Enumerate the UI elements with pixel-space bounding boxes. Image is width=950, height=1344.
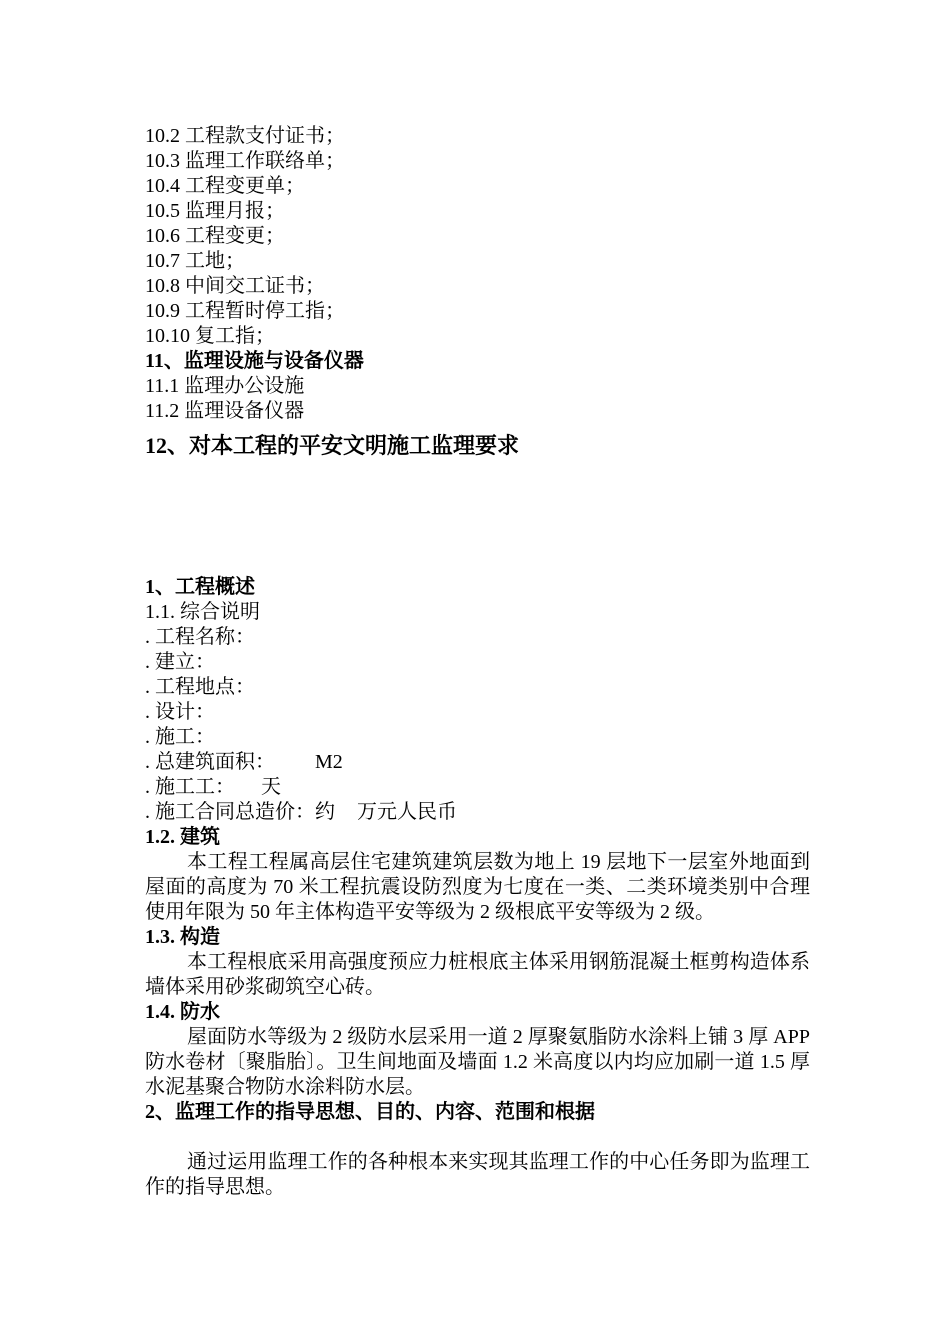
blank-space: [145, 1125, 810, 1150]
document-body: [145, 124, 810, 1200]
blank-space: [145, 460, 810, 575]
subheading-1-3: 1.3. 构造: [145, 926, 220, 948]
list-item: 10.9 工程暂时停工指；: [145, 300, 345, 322]
paragraph-guiding-idea: 通过运用监理工作的各种根本来实现其监理工作的中心任务即为监理工作的指导思想。: [145, 1151, 810, 1198]
field-area-unit: M2: [315, 751, 343, 773]
field-area: [145, 750, 810, 775]
subheading-1-2: 1.2. 建筑: [145, 826, 220, 848]
list-item: 10.10 复工指；: [145, 325, 275, 347]
section-heading-11: 11、监理设施与设备仪器: [145, 350, 364, 372]
list-item: 10.2 工程款支付证书；: [145, 125, 345, 147]
field-build: . 建立：: [145, 651, 215, 673]
paragraph-building: 本工程工程属高层住宅建筑建筑层数为地上 19 层地下一层室外地面到屋面的高度为 70 米工程抗震设防烈度为七度在一类、二类环境类别中合理使用年限为 50 年主体构造平安等级为 2 级根底平安等级为 2 级。: [145, 851, 810, 923]
field-cost-unit: 万元人民币: [357, 801, 457, 823]
field-construction: . 施工：: [145, 726, 215, 748]
subheading-1-1: 1.1. 综合说明: [145, 601, 260, 623]
subheading-1-4: 1.4. 防水: [145, 1001, 220, 1023]
list-item: 11.2 监理设备仪器: [145, 400, 305, 422]
field-duration: [145, 775, 810, 800]
list-item: 10.7 工地；: [145, 250, 245, 272]
list-item: 10.6 工程变更；: [145, 225, 285, 247]
section-heading-12: 12、对本工程的平安文明施工监理要求: [145, 433, 520, 458]
list-item: 10.5 监理月报；: [145, 200, 285, 222]
paragraph-waterproofing: 屋面防水等级为 2 级防水层采用一道 2 厚聚氨脂防水涂料上铺 3 厚 APP 防水卷材〔聚脂胎〕。卫生间地面及墙面 1.2 米高度以内均应加刷一道 1.5 厚水泥基聚合物防水涂料防水层。: [145, 1026, 810, 1098]
field-design: . 设计：: [145, 701, 215, 723]
list-item: 10.4 工程变更单；: [145, 175, 305, 197]
field-project-name: . 工程名称：: [145, 626, 255, 648]
field-duration-unit: 天: [261, 776, 281, 798]
paragraph-structure: 本工程根底采用高强度预应力桩根底主体采用钢筋混凝土框剪构造体系墙体采用砂浆砌筑空心砖。: [145, 951, 810, 998]
list-item: 10.8 中间交工证书；: [145, 275, 325, 297]
section-heading-1: 1、工程概述: [145, 576, 255, 598]
field-duration-label: . 施工工：: [145, 776, 235, 798]
list-item: 11.1 监理办公设施: [145, 375, 305, 397]
field-cost-label: . 施工合同总造价：约: [145, 801, 335, 823]
list-item: 10.3 监理工作联络单；: [145, 150, 345, 172]
field-location: . 工程地点：: [145, 676, 255, 698]
field-cost: [145, 800, 810, 825]
section-heading-2: 2、监理工作的指导思想、目的、内容、范围和根据: [145, 1101, 595, 1123]
field-area-label: . 总建筑面积：: [145, 751, 275, 773]
